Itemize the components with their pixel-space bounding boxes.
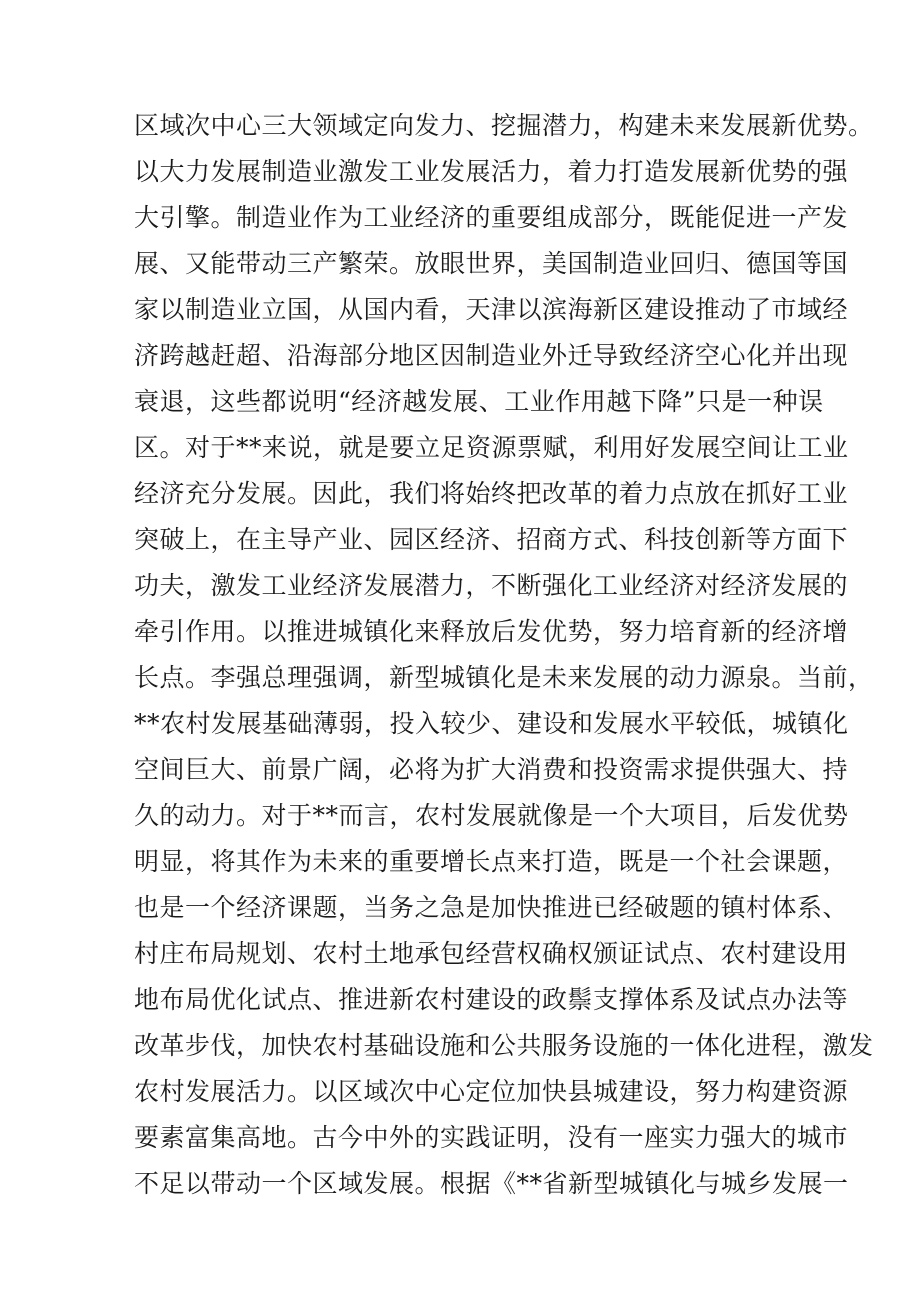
- text-line: 突破上，在主导产业、园区经济、招商方式、科技创新等方面下: [134, 525, 849, 554]
- text-line: **农村发展基础薄弱，投入较少、建设和发展水平较低，城镇化: [134, 709, 849, 738]
- text-line: 村庄布局规划、农村土地承包经营权确权颁证试点、农村建设用: [134, 939, 849, 968]
- text-line: 经济充分发展。因此，我们将始终把改革的着力点放在抓好工业: [134, 479, 849, 508]
- text-line: 展、又能带动三产繁荣。放眼世界，美国制造业回归、德国等国: [134, 249, 849, 278]
- text-line: 衰退，这些都说明“经济越发展、工业作用越下降”只是一种误: [134, 387, 824, 416]
- text-line: 农村发展活力。以区域次中心定位加快县城建设，努力构建资源: [134, 1077, 849, 1106]
- body-paragraph: [134, 103, 874, 1207]
- text-line: 功夫，激发工业经济发展潜力，不断强化工业经济对经济发展的: [134, 571, 849, 600]
- text-line: 大引擎。制造业作为工业经济的重要组成部分，既能促进一产发: [134, 203, 849, 232]
- text-line: 牵引作用。以推进城镇化来释放后发优势，努力培育新的经济增: [134, 617, 849, 646]
- text-line: 空间巨大、前景广阔，必将为扩大消费和投资需求提供强大、持: [134, 755, 849, 784]
- text-line: 地布局优化试点、推进新农村建设的政鬃支撑体系及试点办法等: [134, 985, 849, 1014]
- text-line: 以大力发展制造业激发工业发展活力，着力打造发展新优势的强: [134, 157, 849, 186]
- text-line: 要素富集高地。古今中外的实践证明，没有一座实力强大的城市: [134, 1123, 849, 1152]
- text-line: 区域次中心三大领域定向发力、挖掘潜力，构建未来发展新优势。: [134, 111, 874, 140]
- text-line: 也是一个经济课题，当务之急是加快推进已经破题的镇村体系、: [134, 893, 849, 922]
- text-line: 家以制造业立国，从国内看，天津以滨海新区建设推动了市域经: [134, 295, 849, 324]
- text-line: 不足以带动一个区域发展。根据《**省新型城镇化与城乡发展一: [134, 1169, 849, 1198]
- text-line: 长点。李强总理强调，新型城镇化是未来发展的动力源泉。当前，: [134, 663, 874, 692]
- text-line: 久的动力。对于**而言，农村发展就像是一个大项目，后发优势: [134, 801, 849, 830]
- text-line: 区。对于**来说，就是要立足资源票赋，利用好发展空间让工业: [134, 433, 849, 462]
- text-line: 明显，将其作为未来的重要增长点来打造，既是一个社会课题，: [134, 847, 849, 876]
- text-line: 改革步伐，加快农村基础设施和公共服务设施的一体化进程，激发: [134, 1031, 874, 1060]
- text-line: 济跨越赶超、沿海部分地区因制造业外迁导致经济空心化并出现: [134, 341, 849, 370]
